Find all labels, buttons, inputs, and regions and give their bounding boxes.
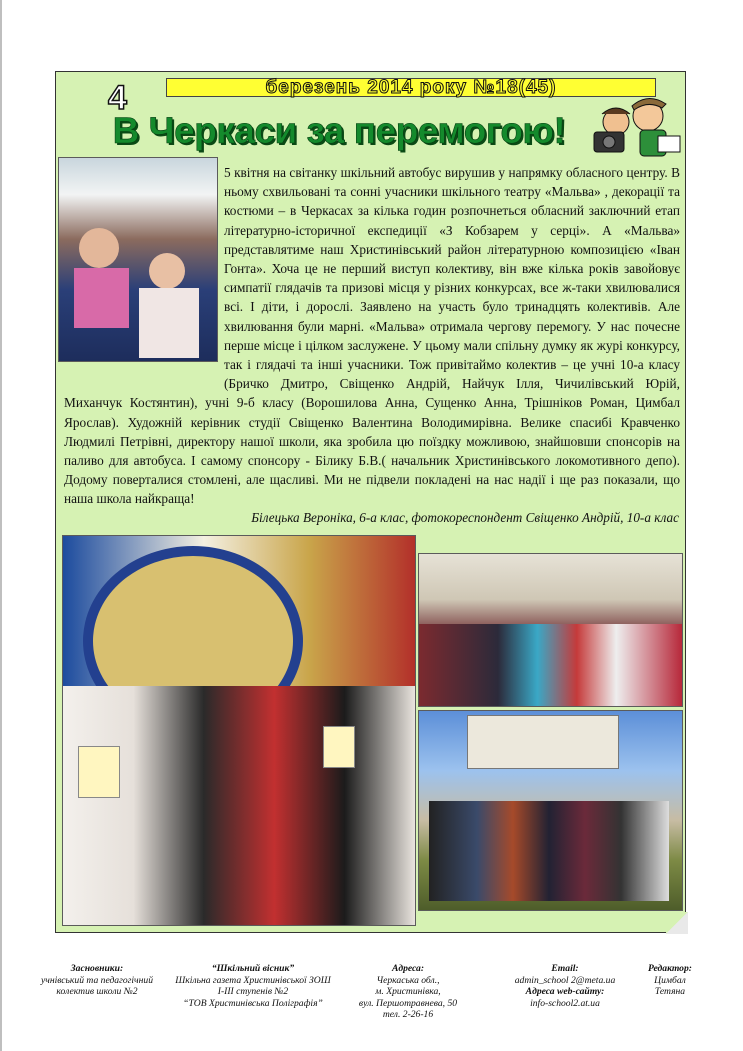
footer-address	[348, 963, 468, 1021]
field-group-photo	[418, 710, 683, 911]
founders-heading: Засновники:	[70, 963, 124, 974]
photo-gap	[64, 163, 224, 377]
editor-line2: Тетяна	[654, 986, 686, 998]
page-number: 4	[108, 79, 127, 117]
editor-heading: Редактор:	[648, 963, 692, 974]
reporter-cartoon-icon	[588, 92, 684, 162]
footer-paper	[163, 963, 343, 1009]
footer-editor	[640, 963, 700, 998]
email-value[interactable]: admin_school 2@meta.ua	[514, 974, 616, 986]
address-line4: тел. 2-26-16	[382, 1009, 434, 1021]
address-line1: Черкаська обл.,	[376, 974, 440, 986]
paper-line2: І-ІІІ ступенів №2	[217, 986, 289, 998]
page-curl	[666, 912, 688, 934]
site-value[interactable]: info-school2.at.ua	[530, 997, 600, 1009]
article-headline: В Черкаси за перемогою!	[112, 110, 566, 151]
page-edge	[0, 0, 2, 1051]
article-body	[64, 163, 680, 509]
article-text: 5 квітня на світанку шкільний автобус вирушив у напрямку обласного центру. В ньому схвильовані та сонні учасники шкільного театру «Мальва» , декорації та костюми – в Черкасах за кілька годин розпочнеться обласний заключний етап літературно-історичної експедиції «З Кобзарем у серці». А «Мальва» представлятиме наш Христинівський район літературною композицією «Іван Гонта». Хоча це не перший виступ колективу, він вже кілька років завойовує симпатії глядачів та призові місця у різних конкурсах, все ж-таки хвилювалися всі. І діти, і дорослі. Заявлено на участь було тринадцять колективів. Але хвилювання були марні. «Мальва» отримала чергову перемогу. У нас почесне перше місце і цілком заслужене. У цьому мали спільну думку як журі конкурсу, так і глядачі та інші учасники. Тож привітаймо колектив – це учні 10-а класу (Бричко Дмитро, Свіщенко Андрій, Найчук Ілля, Чичилівський Юрій, Миханчук Костянтин), учні 9-б класу (Ворошилова Анна, Сущенко Анна, Трішніков Роман, Цимбал Ярослав). Художній керівник студії Свіщенко Валентина Володимирівна. Велике спасибі Кравченко Людмилі Петрівні, директору нашої школи, яка зробила цю поїздку можливою, знайшовши спонсорів на паливо для автобуса. І самому спонсору - Білику Б.В.( начальник Христинівського локомотивного депо). Додому поверталися стомлені, але щасливі. Ми не підвели покладені на нас надії і ще раз показали, що наша школа найкраща!	[64, 165, 680, 507]
paper-line1: Шкільна газета Христинівської ЗОШ	[175, 974, 331, 986]
email-heading: Email:	[551, 963, 579, 974]
address-heading: Адреса:	[391, 963, 425, 974]
founders-text: учнівський та педагогічний колектив школи №2	[41, 974, 153, 998]
site-heading: Адреса web-сайту:	[525, 986, 605, 998]
stage-group-photo	[62, 535, 416, 926]
editor-line1: Цимбал	[654, 974, 686, 986]
footer-founders	[22, 963, 172, 998]
audience-photo	[418, 553, 683, 707]
address-line2: м. Христинівка,	[375, 986, 441, 998]
paper-heading: “Шкільний вісник”	[211, 963, 295, 974]
article-byline: Білецька Вероніка, 6-а клас, фотокореспондент Свіщенко Андрій, 10-а клас	[251, 510, 679, 525]
paper-line3: “ТОВ Христинівська Поліграфія”	[183, 997, 323, 1009]
issue-date-bar: березень 2014 року №18(45)	[166, 78, 656, 97]
footer-contacts	[495, 963, 635, 1009]
address-line3: вул. Першотравнева, 50	[358, 997, 458, 1009]
